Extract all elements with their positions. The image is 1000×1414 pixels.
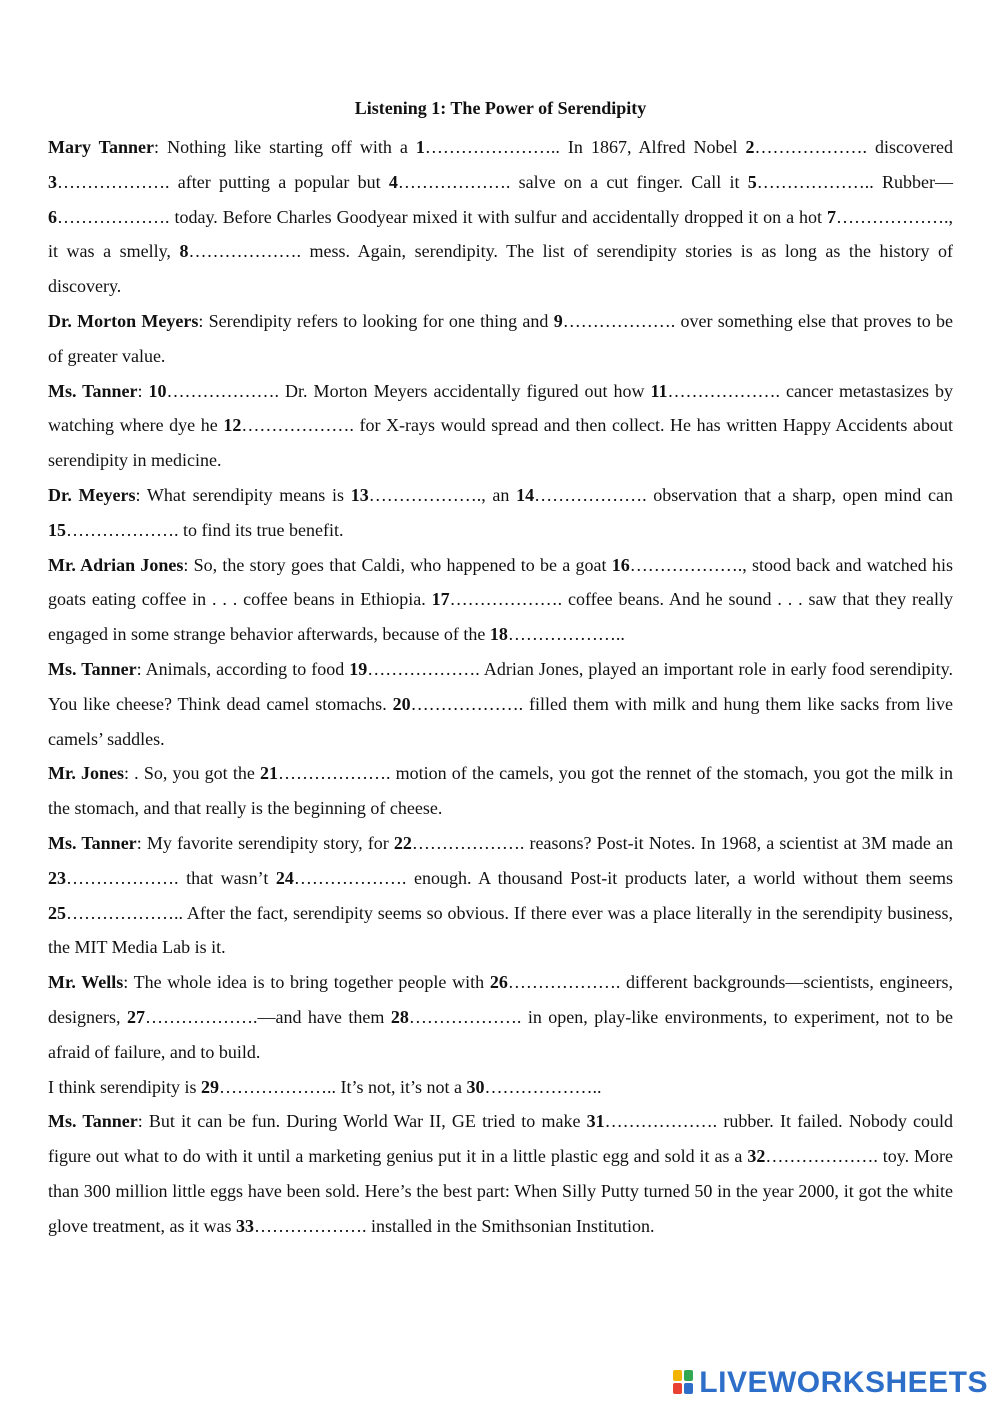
blank-number: 33 (235, 1215, 254, 1236)
speaker-name: Dr. Meyers (48, 484, 136, 505)
blank-number: 11 (650, 380, 668, 401)
transcript-text: : . So, you got the (124, 763, 260, 784)
logo-square (684, 1383, 693, 1394)
speaker-name: Ms. Tanner (48, 1111, 138, 1132)
transcript-text: ………………. in open, play-like environments, to experiment, not to be afraid of failure, and to build. (48, 1006, 954, 1062)
transcript-text: ………………….. In 1867, Alfred Nobel (424, 137, 746, 157)
blank-number: 13 (350, 484, 369, 505)
transcript-text: : (137, 380, 149, 401)
transcript-text: ………………. rubber. It failed. Nobody could figure out what to do with it until a marketing genius put it in a little plastic egg and sold it as a (48, 1111, 954, 1167)
transcript-text: ………………. reasons? Post-it Notes. In 1968, a scientist at 3M made an (411, 832, 953, 853)
transcript-text: : But it can be fun. During World War II, GE tried to make (137, 1111, 587, 1132)
transcript-paragraph (48, 478, 953, 548)
transcript-text: : What serendipity means is (135, 484, 351, 505)
blank-number: 25 (48, 902, 66, 923)
blank-number: 12 (223, 415, 242, 436)
transcript-text: ………………. observation that a sharp, open mind can (534, 484, 953, 505)
logo-square (673, 1383, 682, 1394)
transcript-text: ………………. discovered (754, 137, 954, 157)
transcript-text: ………………. cancer metastasizes by watching where dye he (48, 380, 953, 436)
blank-number: 17 (431, 589, 450, 610)
logo-text: LIVEWORKSHEETS (699, 1366, 988, 1399)
transcript-paragraph (48, 826, 953, 965)
blank-number: 22 (393, 832, 412, 853)
blank-number: 16 (611, 554, 630, 575)
blank-number: 21 (259, 763, 278, 784)
transcript-text: ………………. Adrian Jones, played an important role in early food serendipity. You like cheese? Think dead camel stomachs. (48, 658, 953, 714)
blank-number: 3 (48, 171, 57, 192)
blank-number: 15 (48, 519, 66, 540)
transcript-text: : Serendipity refers to looking for one thing and (198, 310, 554, 331)
blank-number: 20 (392, 693, 411, 714)
blank-number: 28 (390, 1006, 409, 1027)
liveworksheets-logo (673, 1366, 988, 1400)
transcript-text: ………………. installed in the Smithsonian Institution. (253, 1215, 655, 1236)
transcript-text: ………………. enough. A thousand Post-it products later, a world without them seems (293, 867, 954, 888)
blank-number: 6 (48, 206, 57, 227)
liveworksheets-logo-icon (673, 1370, 695, 1396)
speaker-name: Mr. Wells (48, 972, 124, 993)
transcript-text: ………………., it was a smelly, (48, 206, 953, 262)
blank-number: 7 (827, 206, 836, 227)
transcript-text: ………………. today. Before Charles Goodyear mixed it with sulfur and accidentally dropped it on a hot (57, 206, 827, 227)
transcript-text: : Nothing like starting off with a (154, 137, 416, 157)
transcript-text: ……………….. After the fact, serendipity seems so obvious. If there ever was a place literally in the serendipity business, the MIT Media Lab is it. (48, 902, 953, 958)
worksheet-body (48, 130, 953, 1244)
transcript-text: ………………. Dr. Morton Meyers accidentally figured out how (166, 380, 651, 401)
transcript-text: ………………. filled them with milk and hung them like sacks from live camels’ saddles. (48, 693, 954, 749)
transcript-text: ………………., an (368, 484, 517, 505)
transcript-text: ………………. to find its true benefit. (66, 519, 344, 540)
speaker-name: Ms. Tanner (48, 658, 137, 679)
blank-number: 14 (516, 484, 535, 505)
speaker-name: Mary Tanner (48, 137, 155, 157)
transcript-text: ………………. over something else that proves to be of greater value. (48, 310, 954, 366)
transcript-text: ………………. coffee beans. And he sound . . . saw that they really engaged in some strange behavior afterwards, because of the (48, 589, 953, 645)
blank-number: 5 (747, 171, 757, 192)
transcript-text: ………………. different backgrounds—scientists, engineers, designers, (48, 972, 953, 1027)
transcript-paragraph (48, 1104, 953, 1243)
transcript-text: ………………. after putting a popular but (57, 171, 389, 192)
transcript-text: ………………. mess. Again, serendipity. The list of serendipity stories is as long as the history of discovery. (48, 241, 954, 297)
blank-number: 23 (48, 867, 66, 888)
blank-number: 18 (489, 624, 508, 645)
transcript-paragraph (48, 374, 953, 478)
blank-number: 27 (126, 1006, 145, 1027)
transcript-text: ………………. that wasn’t (66, 867, 276, 888)
transcript-paragraph (48, 756, 953, 826)
blank-number: 30 (466, 1076, 485, 1097)
transcript-text: ………………. toy. More than 300 million little eggs have been sold. Here’s the best part: When Silly Putty turned 50 in the year 2000, it got the white glove treatment, as it was (48, 1146, 953, 1236)
transcript-text: ……………….. Rubber— (756, 171, 953, 192)
transcript-text: ………………. for X-rays would spread and then collect. He has written Happy Accidents about serendipity in medicine. (48, 415, 953, 471)
transcript-paragraph (48, 304, 953, 374)
transcript-text: ………………. salve on a cut finger. Call it (397, 171, 748, 192)
blank-number: 1 (415, 137, 425, 157)
transcript-paragraph (48, 652, 953, 756)
transcript-paragraph (48, 130, 953, 304)
blank-number: 29 (200, 1076, 219, 1097)
speaker-name: Mr. Jones (48, 763, 124, 784)
blank-number: 10 (148, 380, 167, 401)
transcript-paragraph (48, 1070, 953, 1105)
transcript-text: ……………….. (484, 1076, 602, 1097)
blank-number: 9 (553, 310, 563, 331)
transcript-text: ……………….—and have them (144, 1006, 391, 1027)
logo-square (673, 1370, 682, 1381)
blank-number: 8 (179, 241, 189, 262)
worksheet-title: Listening 1: The Power of Serendipity (354, 98, 647, 118)
transcript-text: : So, the story goes that Caldi, who happened to be a goat (183, 554, 612, 575)
logo-square (684, 1370, 693, 1381)
blank-number: 24 (275, 867, 294, 888)
speaker-name: Ms. Tanner (48, 832, 137, 853)
blank-number: 19 (349, 658, 368, 679)
transcript-text: ………………. motion of the camels, you got the rennet of the stomach, you got the milk in the stomach, and that really is the beginning of cheese. (48, 763, 953, 819)
transcript-text: ……………….. (507, 624, 625, 645)
blank-number: 4 (388, 171, 398, 192)
transcript-text: : Animals, according to food (136, 658, 350, 679)
speaker-name: Dr. Morton Meyers (48, 310, 199, 331)
speaker-name: Mr. Adrian Jones (48, 554, 184, 575)
worksheet-page (48, 96, 953, 1244)
transcript-text: ……………….. It’s not, it’s not a (218, 1076, 467, 1097)
blank-number: 26 (489, 972, 508, 993)
transcript-paragraph (48, 548, 953, 652)
blank-number: 31 (586, 1111, 605, 1132)
blank-number: 32 (747, 1146, 766, 1167)
transcript-text: : My favorite serendipity story, for (136, 832, 394, 853)
blank-number: 2 (745, 137, 755, 157)
transcript-paragraph (48, 965, 953, 1069)
transcript-text: ………………., stood back and watched his goats eating coffee in . . . coffee beans in Ethiopia. (48, 554, 953, 610)
speaker-name: Ms. Tanner (48, 380, 138, 401)
transcript-text: I think serendipity is (48, 1076, 201, 1097)
transcript-text: : The whole idea is to bring together people with (123, 972, 490, 993)
